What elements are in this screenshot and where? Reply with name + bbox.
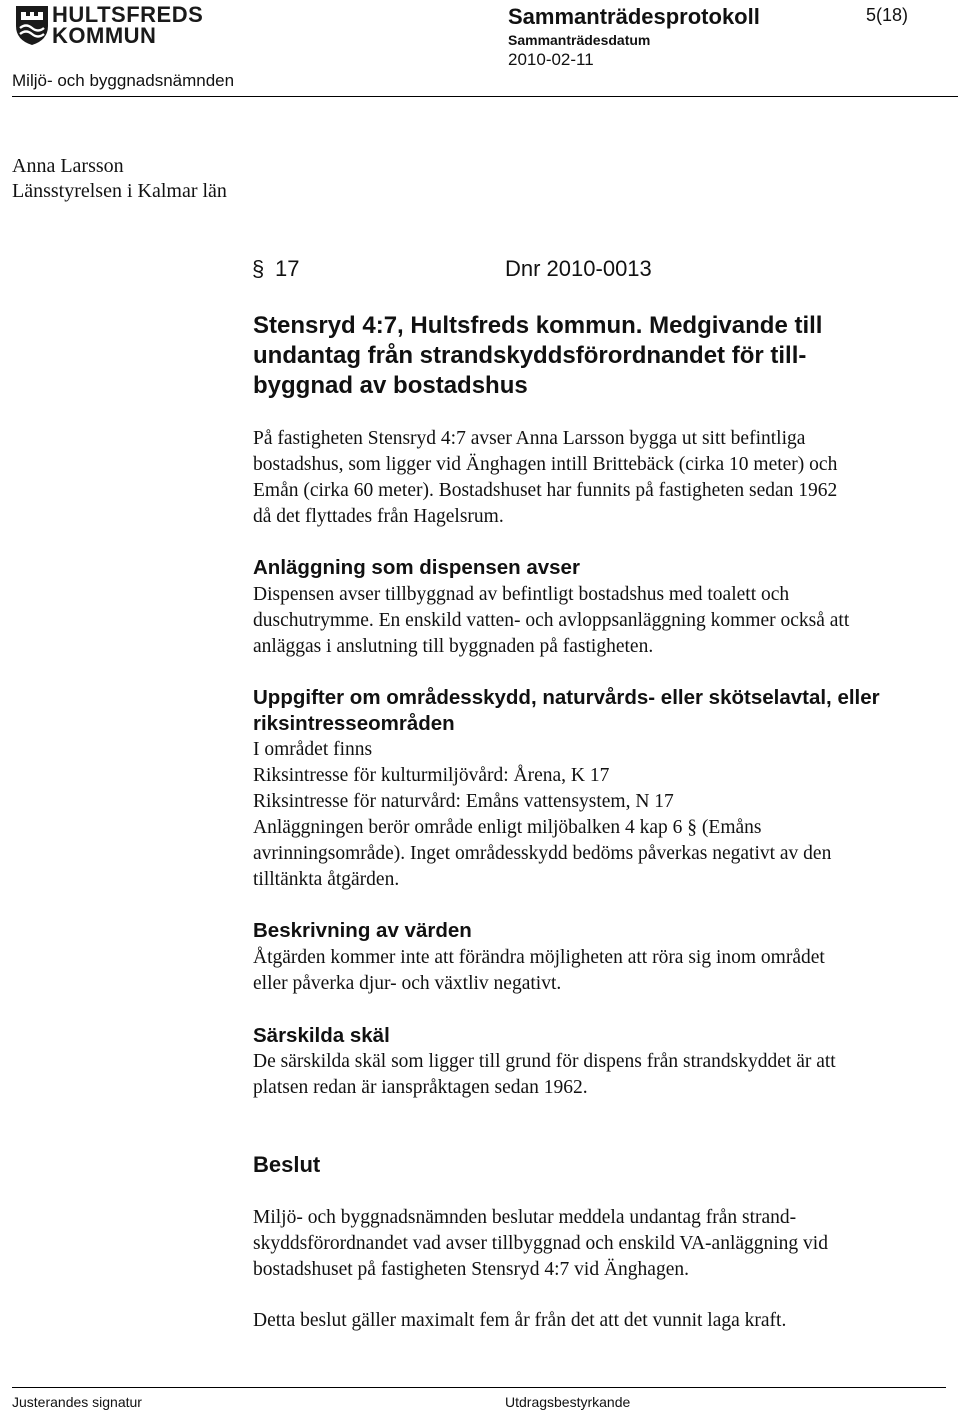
text-line: eller påverka djur- och växtliv negativt.	[253, 973, 562, 994]
decision-paragraph	[253, 1205, 828, 1283]
text-line: då det flyttades från Hagelsrum.	[253, 506, 504, 527]
text-line: Dispensen avser tillbyggnad av befintligt bostadshus med toalett och	[253, 584, 790, 605]
header-divider	[12, 96, 958, 97]
text-line: skyddsförordnandet vad avser tillbyggnad och enskild VA-anläggning vid	[253, 1233, 828, 1254]
heading-line: riksintresseområden	[253, 712, 455, 735]
text-line: bostadshuset på fastigheten Stensryd 4:7 vid Änghagen.	[253, 1259, 689, 1280]
text-line: På fastigheten Stensryd 4:7 avser Anna Larsson bygga ut sitt befintliga	[253, 428, 806, 449]
text-line: Miljö- och byggnadsnämnden beslutar meddela undantag från strand-	[253, 1207, 797, 1228]
intro-paragraph	[253, 426, 837, 530]
text-line: bostadshus, som ligger vid Änghagen intill Brittebäck (cirka 10 meter) och	[253, 454, 838, 475]
text-line: Emån (cirka 60 meter). Bostadshuset har funnits på fastigheten sedan 1962	[253, 480, 838, 501]
case-title-line: undantag från strandskyddsförordnandet för till-	[253, 342, 807, 369]
heading-line: Uppgifter om områdesskydd, naturvårds- eller skötselavtal, eller	[253, 686, 880, 709]
case-title-line: byggnad av bostadshus	[253, 372, 528, 399]
protection-paragraph	[253, 737, 831, 893]
section-mark: §	[252, 256, 265, 281]
text-line: anläggas i anslutning till byggnaden på fastigheten.	[253, 636, 654, 657]
meeting-date-label: Sammanträdesdatum	[508, 32, 651, 48]
decision-heading: Beslut	[253, 1152, 321, 1177]
text-line: avrinningsområde). Inget områdesskydd bedöms påverkas negativt av den	[253, 843, 832, 864]
meeting-date: 2010-02-11	[508, 50, 594, 69]
values-heading: Beskrivning av värden	[253, 919, 472, 942]
protocol-title: Sammanträdesprotokoll	[508, 4, 760, 29]
facility-paragraph	[253, 582, 849, 660]
text-line: tilltänkta åtgärden.	[253, 869, 400, 890]
logo-text-line2: KOMMUN	[52, 23, 157, 48]
recipient-organization: Länsstyrelsen i Kalmar län	[12, 180, 227, 202]
case-title	[253, 311, 822, 401]
reasons-paragraph	[253, 1049, 836, 1101]
recipient-name: Anna Larsson	[12, 155, 124, 177]
case-title-line: Stensryd 4:7, Hultsfreds kommun. Medgivande till	[253, 312, 823, 339]
footer-divider	[12, 1387, 946, 1388]
registration-number: Dnr 2010-0013	[505, 256, 652, 281]
text-line: I området finns	[253, 739, 373, 760]
crest-icon	[16, 6, 48, 45]
facility-heading: Anläggning som dispensen avser	[253, 556, 580, 579]
case-number: 17	[275, 256, 300, 281]
text-line: Åtgärden kommer inte att förändra möjligheten att röra sig inom området	[253, 947, 825, 968]
decision-validity: Detta beslut gäller maximalt fem år från det att det vunnit laga kraft.	[253, 1310, 787, 1331]
text-line: Riksintresse för naturvård: Emåns vattensystem, N 17	[253, 791, 674, 812]
page-number: 5(18)	[866, 5, 909, 25]
values-paragraph	[253, 945, 825, 997]
protection-heading	[253, 685, 880, 737]
committee-name: Miljö- och byggnadsnämnden	[12, 71, 235, 90]
reasons-heading: Särskilda skäl	[253, 1024, 390, 1047]
text-line: Riksintresse för kulturmiljövård: Årena, K 17	[253, 765, 610, 786]
extract-certification-label: Utdragsbestyrkande	[505, 1394, 631, 1410]
signature-label: Justerandes signatur	[12, 1394, 142, 1410]
text-line: duschutrymme. En enskild vatten- och avloppsanläggning kommer också att	[253, 610, 850, 631]
text-line: platsen redan är ianspråktagen sedan 1962.	[253, 1077, 588, 1098]
text-line: Anläggningen berör område enligt miljöbalken 4 kap 6 § (Emåns	[253, 817, 762, 838]
text-line: De särskilda skäl som ligger till grund för dispens från strandskyddet är att	[253, 1051, 836, 1072]
logo-text-line1: HULTSFREDS	[52, 2, 204, 27]
